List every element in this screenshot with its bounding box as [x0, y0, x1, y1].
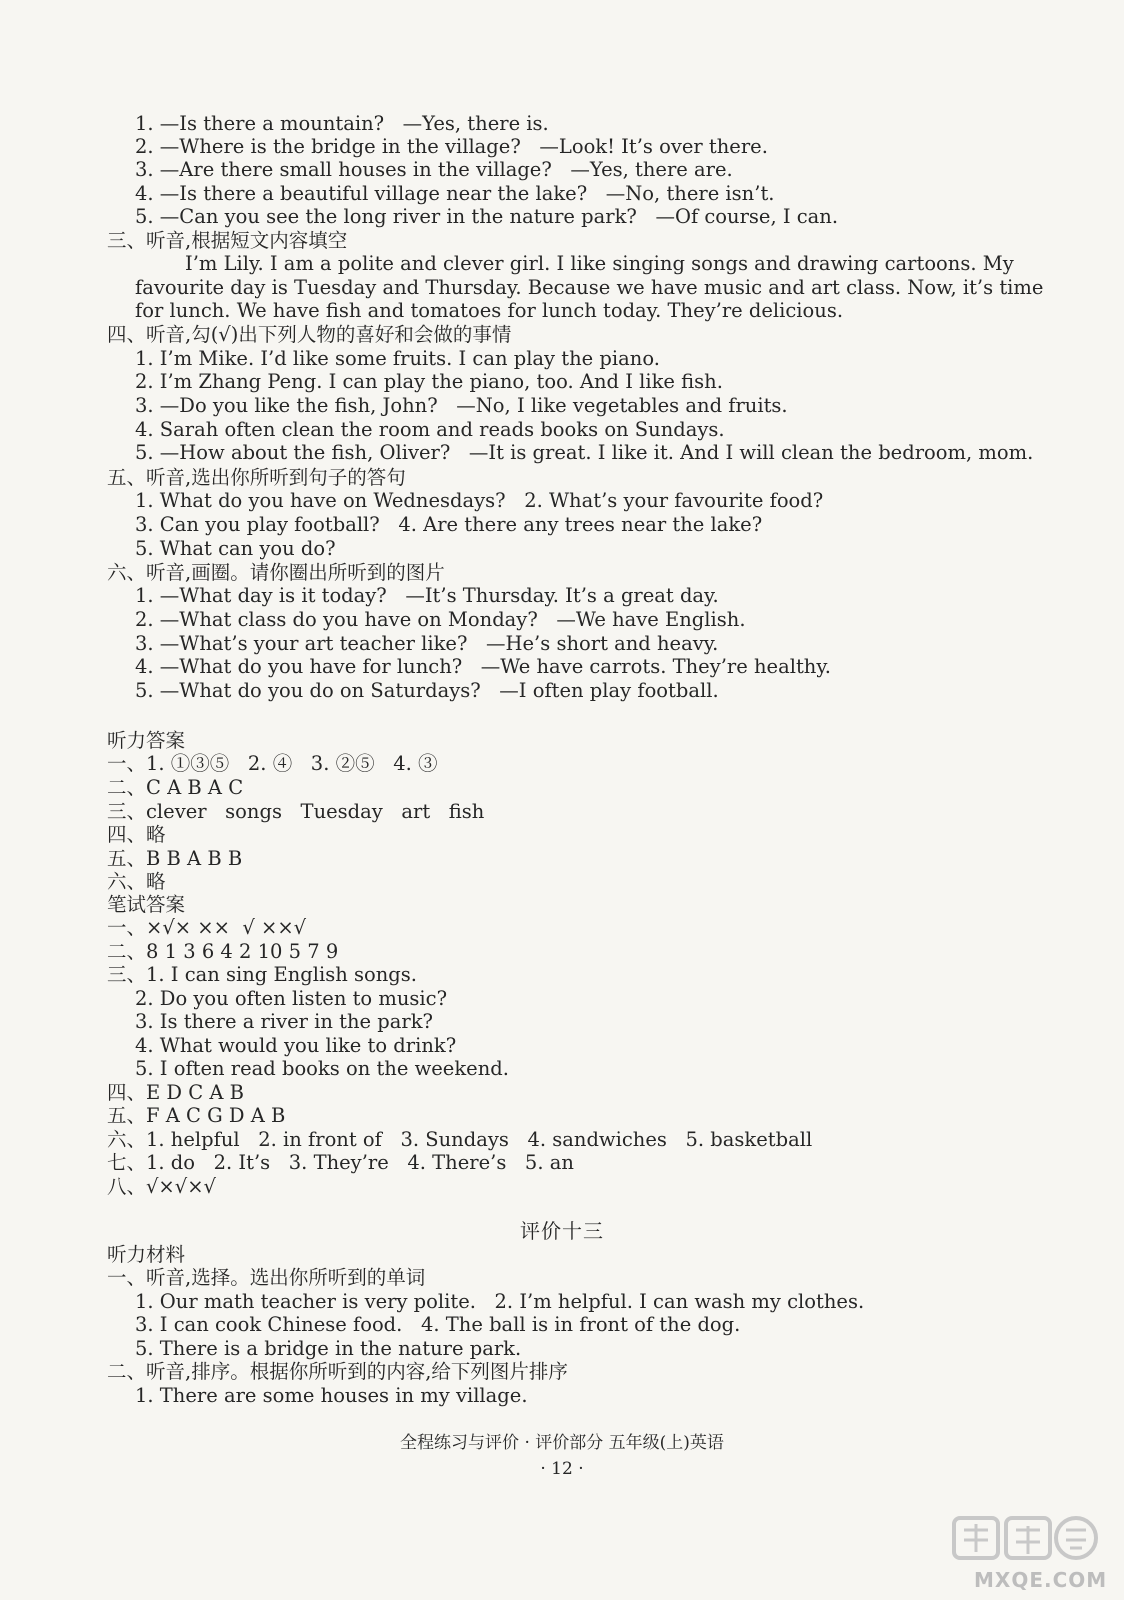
- s4-item-3: 3. —Do you like the fish, John? —No, I like vegetables and fruits.: [135, 394, 788, 417]
- s4-item-5: 5. —How about the fish, Oliver? —It is great. I like it. And I will clean the bedroom, mom.: [135, 441, 1034, 464]
- answer-line: 三、clever songs Tuesday art fish: [107, 800, 485, 823]
- s1-item-5: 5. —Can you see the long river in the nature park? —Of course, I can.: [135, 205, 839, 228]
- s1-item-4: 4. —Is there a beautiful village near the lake? —No, there isn’t.: [135, 182, 775, 205]
- answer-sub-line: 3. Is there a river in the park?: [135, 1010, 433, 1033]
- answer-line: 五、B B A B B: [107, 847, 243, 870]
- eval-s1-item: 5. There is a bridge in the nature park.: [135, 1337, 522, 1360]
- s5-item: 3. Can you play football? 4. Are there any trees near the lake?: [135, 513, 763, 536]
- written-answers-heading: 笔试答案: [107, 893, 186, 916]
- s3-heading: 三、听音,根据短文内容填空: [107, 229, 348, 252]
- s4-item-1: 1. I’m Mike. I’d like some fruits. I can play the piano.: [135, 347, 660, 370]
- answer-line: 四、E D C A B: [107, 1081, 244, 1104]
- answer-sub-line: 4. What would you like to drink?: [135, 1034, 457, 1057]
- answer-line: 二、8 1 3 6 4 2 10 5 7 9: [107, 940, 339, 963]
- answer-line: 六、略: [107, 870, 166, 893]
- s5-heading: 五、听音,选出你所听到句子的答句: [107, 466, 406, 489]
- watermark-text: MXQE.COM: [974, 1568, 1108, 1592]
- answer-line: 五、F A C G D A B: [107, 1104, 286, 1127]
- watermark-icon: [924, 1512, 1114, 1564]
- answer-line: 七、1. do 2. It’s 3. They’re 4. There’s 5. an: [107, 1151, 574, 1174]
- page-number: · 12 ·: [540, 1459, 584, 1479]
- s3-passage-line: I’m Lily. I am a polite and clever girl. I like singing songs and drawing cartoons. My: [185, 252, 1014, 275]
- s3-passage-line: for lunch. We have fish and tomatoes for lunch today. They’re delicious.: [135, 299, 844, 322]
- s5-item: 5. What can you do?: [135, 537, 336, 560]
- s1-item-3: 3. —Are there small houses in the village? —Yes, there are.: [135, 158, 733, 181]
- evaluation-title: 评价十三: [520, 1219, 604, 1243]
- answer-line: 八、√×√×√: [107, 1175, 216, 1198]
- eval-s1-item: 1. Our math teacher is very polite. 2. I’m helpful. I can wash my clothes.: [135, 1290, 865, 1313]
- eval-s1-heading: 一、听音,选择。选出你所听到的单词: [107, 1266, 426, 1289]
- answer-line: 四、略: [107, 823, 166, 846]
- eval-s2-heading: 二、听音,排序。根据你所听到的内容,给下列图片排序: [107, 1360, 568, 1383]
- s6-heading: 六、听音,画圈。请你圈出所听到的图片: [107, 561, 445, 584]
- answer-sub-line: 5. I often read books on the weekend.: [135, 1057, 509, 1080]
- answer-line: 六、1. helpful 2. in front of 3. Sundays 4. sandwiches 5. basketball: [107, 1128, 813, 1151]
- s4-item-4: 4. Sarah often clean the room and reads books on Sundays.: [135, 418, 725, 441]
- eval-s2-item: 1. There are some houses in my village.: [135, 1384, 528, 1407]
- answer-line: 一、1. ①③⑤ 2. ④ 3. ②⑤ 4. ③: [107, 752, 438, 775]
- s1-item-2: 2. —Where is the bridge in the village? —Look! It’s over there.: [135, 135, 768, 158]
- answer-line: 二、C A B A C: [107, 776, 244, 799]
- s3-passage-line: favourite day is Tuesday and Thursday. Because we have music and art class. Now, it’s time: [135, 276, 1044, 299]
- s6-item-3: 3. —What’s your art teacher like? —He’s short and heavy.: [135, 632, 719, 655]
- s6-item-5: 5. —What do you do on Saturdays? —I often play football.: [135, 679, 719, 702]
- s6-item-4: 4. —What do you have for lunch? —We have carrots. They’re healthy.: [135, 655, 831, 678]
- listening-material-heading: 听力材料: [107, 1243, 186, 1266]
- watermark-logo: [924, 1512, 1114, 1592]
- s1-item-1: 1. —Is there a mountain? —Yes, there is.: [135, 112, 549, 135]
- listening-answers-heading: 听力答案: [107, 729, 186, 752]
- answer-line: 一、×√× ×× √ ××√: [107, 916, 307, 939]
- eval-s1-item: 3. I can cook Chinese food. 4. The ball is in front of the dog.: [135, 1313, 741, 1336]
- s4-item-2: 2. I’m Zhang Peng. I can play the piano, too. And I like fish.: [135, 370, 723, 393]
- s6-item-2: 2. —What class do you have on Monday? —We have English.: [135, 608, 746, 631]
- s5-item: 1. What do you have on Wednesdays? 2. What’s your favourite food?: [135, 489, 824, 512]
- answer-line: 三、1. I can sing English songs.: [107, 963, 418, 986]
- answer-sub-line: 2. Do you often listen to music?: [135, 987, 448, 1010]
- s6-item-1: 1. —What day is it today? —It’s Thursday. It’s a great day.: [135, 584, 719, 607]
- footer-title: 全程练习与评价 · 评价部分 五年级(上)英语: [400, 1433, 724, 1453]
- s4-heading: 四、听音,勾(√)出下列人物的喜好和会做的事情: [107, 323, 512, 346]
